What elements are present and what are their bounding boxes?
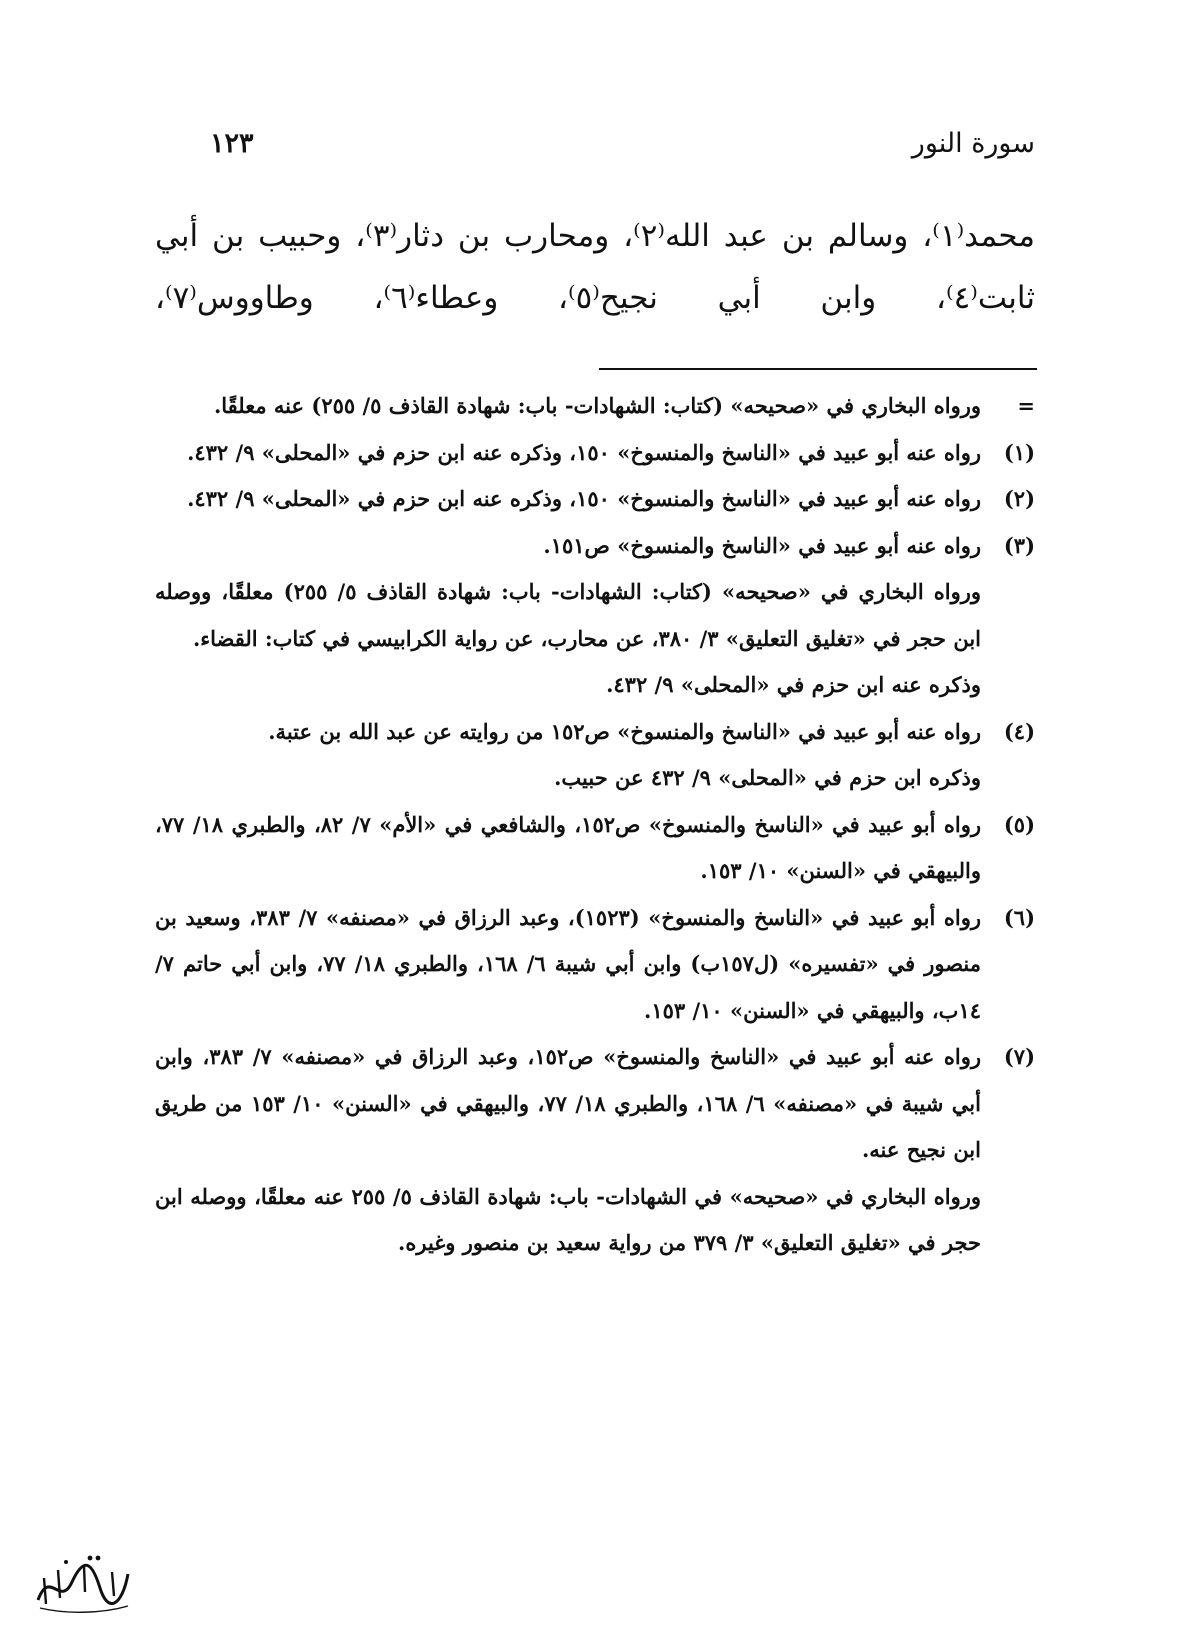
footnote-marker: (٦): [1003, 904, 1035, 930]
footnote-continuation: [155, 383, 1035, 430]
footnote-paragraph: رواه أبو عبيد في «الناسخ والمنسوخ» (١٥٢٣)، وعبد الرزاق في «مصنفه» ٧/ ٣٨٣، وسعيد بن منصور في «تفسيره» (ل١٥٧ب) وابن أبي شيبة ٦/ ١٦٨، والطبري ١٨/ ٧٧، وابن أبي حاتم ٧/ ١٤ب، والبيهقي في «السنن» ١٠/ ١٥٣.: [155, 904, 982, 1023]
main-text-line: محمد⁽١⁾، وسالم بن عبد الله⁽٢⁾، ومحارب بن دثار⁽٣⁾، وحبيب بن أبي: [155, 218, 1035, 254]
footnote-paragraph: ورواه البخاري في «صحيحه» في الشهادات- باب: شهادة القاذف ٥/ ٢٥٥ عنه معلقًا، ووصله ابن حجر في «تغليق التعليق» ٣/ ٣٧٩ من رواية سعيد بن منصور وغيره.: [155, 1183, 981, 1255]
footnote-paragraph: رواه عنه أبو عبيد في «الناسخ والمنسوخ» ١٥٠، وذكره عنه ابن حزم في «المحلى» ٩/ ٤٣٢.: [187, 486, 981, 511]
footnote-marker: (٤): [1003, 718, 1035, 744]
footnote-paragraph: ورواه البخاري في «صحيحه» (كتاب: الشهادات- باب: شهادة القاذف ٥/ ٢٥٥) معلقًا، ووصله ابن حجر في «تغليق التعليق» ٣/ ٣٨٠، عن محارب، عن رواية الكرابيسي في كتاب: القضاء.: [155, 579, 982, 651]
footnote-paragraph: رواه عنه أبو عبيد في «الناسخ والمنسوخ» ص١٥٢، وعبد الرزاق في «مصنفه» ٧/ ٣٨٣، وابن أبي شيبة في «مصنفه» ٦/ ١٦٨، والطبري ١٨/ ٧٧، والبيهقي في «السنن» ١٠/ ١٥٣ من طريق ابن نجيح عنه.: [155, 1044, 981, 1162]
footnote-marker: (٥): [1003, 811, 1035, 837]
footnote-paragraph: رواه أبو عبيد في «الناسخ والمنسوخ» ص١٥٢، والشافعي في «الأم» ٧/ ٨٢، والطبري ١٨/ ٧٧، والبيهقي في «السنن» ١٠/ ١٥٣.: [155, 811, 981, 883]
footnote-2: [155, 476, 1035, 523]
main-text-line: ثابت⁽٤⁾، وابن أبي نجيح⁽٥⁾، وعطاء⁽٦⁾، وطاووس⁽٧⁾،: [155, 280, 1035, 316]
footnote-paragraph: رواه عنه أبو عبيد في «الناسخ والمنسوخ» ١٥٠، وذكره عنه ابن حزم في «المحلى» ٩/ ٤٣٢.: [187, 439, 981, 465]
footnote-7: [155, 1034, 1035, 1267]
footnote-marker: (٣): [1003, 532, 1035, 558]
footnote-paragraph: وذكره عنه ابن حزم في «المحلى» ٩/ ٤٣٢.: [606, 672, 981, 697]
footnote-6: [155, 895, 1035, 1035]
footnote-paragraph: وذكره ابن حزم في «المحلى» ٩/ ٤٣٢ عن حبيب.: [554, 765, 981, 790]
main-text: [155, 205, 1035, 329]
footnote-marker: (٧): [1003, 1044, 1035, 1069]
footnote-marker: (١): [1003, 439, 1035, 465]
footnote-1: [155, 430, 1035, 477]
surah-title: سورة النور: [911, 128, 1035, 159]
footnote-separator: [599, 368, 1037, 370]
footnote-paragraph: ورواه البخاري في «صحيحه» (كتاب: الشهادات- باب: شهادة القاذف ٥/ ٢٥٥) عنه معلقًا.: [213, 393, 981, 418]
footnote-paragraph: رواه عنه أبو عبيد في «الناسخ والمنسوخ» ص١٥١.: [543, 532, 981, 558]
footnote-marker: (٢): [1003, 486, 1035, 511]
footnote-5: [155, 802, 1035, 895]
publisher-seal-icon: [30, 1548, 135, 1618]
footnote-marker: =: [1017, 393, 1035, 418]
footnote-4: [155, 709, 1035, 802]
footnote-paragraph: رواه عنه أبو عبيد في «الناسخ والمنسوخ» ص١٥٢ من روايته عن عبد الله بن عتبة.: [268, 718, 981, 744]
footnotes: [155, 383, 1035, 1267]
running-header: [210, 128, 1035, 168]
footnote-3: [155, 523, 1035, 709]
page-number: ١٢٣: [210, 128, 254, 159]
